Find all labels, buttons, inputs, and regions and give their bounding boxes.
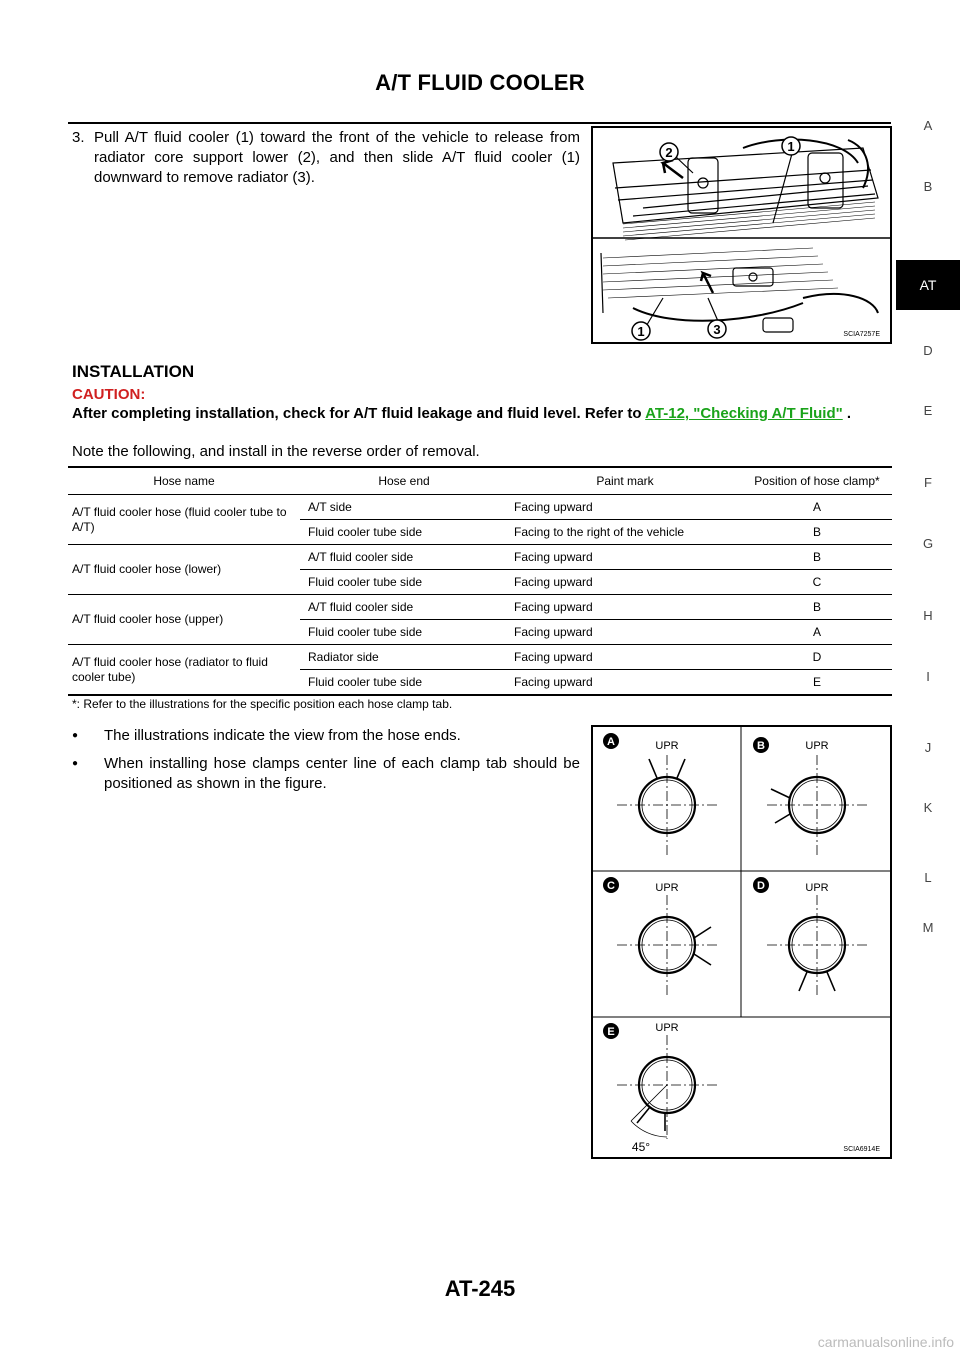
paint-mark-cell: Facing upward	[508, 545, 742, 570]
page-number: AT-245	[444, 1276, 516, 1301]
hose-end-cell: A/T fluid cooler side	[300, 545, 508, 570]
hose-clamp-position-figure	[591, 725, 892, 1159]
caution-label: CAUTION:	[72, 386, 146, 403]
clamp-position-cell: E	[742, 670, 892, 696]
hose-end-cell: A/T fluid cooler side	[300, 595, 508, 620]
section-index-letter[interactable]: E	[923, 403, 933, 418]
paint-mark-cell: Facing upward	[508, 620, 742, 645]
clamp-position-cell: B	[742, 595, 892, 620]
section-index-letter[interactable]: J	[924, 740, 932, 755]
hose-clamp-table	[68, 466, 892, 696]
table-header-row	[68, 467, 892, 495]
section-index-active-tab[interactable]: AT	[896, 260, 960, 310]
column-header: Hose end	[300, 467, 508, 495]
section-index-sidebar	[896, 85, 960, 945]
section-index-letter[interactable]: D	[923, 343, 933, 358]
table-row	[68, 595, 892, 620]
paint-mark-cell: Facing upward	[508, 670, 742, 696]
step-text: Pull A/T fluid cooler (1) toward the front of the vehicle to release from radiator core support lower (2), and then slide A/T fluid cooler (1) downward to remove radiator (3).	[94, 129, 580, 186]
hose-end-cell: Fluid cooler tube side	[300, 670, 508, 696]
hose-name-cell: A/T fluid cooler hose (fluid cooler tube to A/T)	[68, 495, 300, 545]
section-index-letter[interactable]: F	[924, 475, 932, 490]
list-item	[72, 754, 580, 794]
installation-note: Note the following, and install in the reverse order of removal.	[72, 443, 480, 460]
clamp-position-cell: B	[742, 520, 892, 545]
section-index-letter[interactable]: M	[922, 920, 934, 935]
callout-label: 2	[665, 145, 673, 160]
section-index-letter[interactable]: H	[923, 608, 933, 623]
hose-end-cell: Fluid cooler tube side	[300, 520, 508, 545]
table-row	[68, 645, 892, 670]
page-title: A/T FLUID COOLER	[375, 70, 585, 95]
hose-clamp-illustration	[593, 727, 890, 1157]
hose-name-cell: A/T fluid cooler hose (lower)	[68, 545, 300, 595]
section-index-letter[interactable]: I	[926, 669, 930, 684]
caution-text	[72, 405, 890, 423]
paint-mark-cell: Facing to the right of the vehicle	[508, 520, 742, 545]
table-footnote: *: Refer to the illustrations for the specific position each hose clamp tab.	[72, 697, 453, 711]
radiator-removal-illustration	[593, 128, 890, 342]
hose-end-cell: Fluid cooler tube side	[300, 570, 508, 595]
table-row	[68, 545, 892, 570]
clamp-panel-letter: B	[757, 740, 765, 752]
table-row	[68, 495, 892, 520]
column-header: Hose name	[68, 467, 300, 495]
caution-text-post: .	[842, 405, 852, 422]
step-number: 3.	[72, 129, 85, 146]
upr-label: UPR	[655, 882, 679, 894]
section-index-letter[interactable]: G	[922, 536, 934, 551]
bullet-icon: ●	[72, 730, 79, 741]
radiator-removal-figure	[591, 126, 892, 344]
watermark: carmanualsonline.info	[817, 1334, 954, 1350]
title-rule	[68, 122, 891, 124]
clamp-position-cell: C	[742, 570, 892, 595]
clamp-position-cell: A	[742, 495, 892, 520]
upr-label: UPR	[655, 740, 679, 752]
angle-label: 45°	[631, 1140, 651, 1154]
hose-name-cell: A/T fluid cooler hose (radiator to fluid cooler tube)	[68, 645, 300, 696]
column-header: Paint mark	[508, 467, 742, 495]
list-item	[72, 726, 580, 746]
hose-name-cell: A/T fluid cooler hose (upper)	[68, 595, 300, 645]
section-index-letter[interactable]: K	[923, 800, 933, 815]
section-index-letter[interactable]: L	[924, 870, 932, 885]
section-index-letter[interactable]: A	[923, 118, 933, 133]
checking-at-fluid-link[interactable]: AT-12, "Checking A/T Fluid"	[645, 405, 843, 422]
figure-code: SCIA6914E	[843, 1146, 880, 1153]
section-heading-installation: INSTALLATION	[72, 362, 195, 381]
clamp-position-cell: B	[742, 545, 892, 570]
callout-label: 3	[713, 322, 721, 337]
list-item-text: When installing hose clamps center line of each clamp tab should be positioned as shown in the figure.	[104, 755, 580, 792]
hose-end-cell: A/T side	[300, 495, 508, 520]
hose-end-cell: Fluid cooler tube side	[300, 620, 508, 645]
hose-end-cell: Radiator side	[300, 645, 508, 670]
list-item-text: The illustrations indicate the view from the hose ends.	[104, 727, 461, 744]
upr-label: UPR	[805, 740, 829, 752]
section-index-letter[interactable]: B	[923, 179, 933, 194]
upr-label: UPR	[805, 882, 829, 894]
paint-mark-cell: Facing upward	[508, 570, 742, 595]
clamp-position-cell: D	[742, 645, 892, 670]
bullet-list	[72, 726, 580, 802]
paint-mark-cell: Facing upward	[508, 595, 742, 620]
clamp-panel-letter: E	[607, 1026, 615, 1038]
column-header: Position of hose clamp*	[742, 467, 892, 495]
upr-label: UPR	[655, 1022, 679, 1034]
bullet-icon: ●	[72, 758, 79, 769]
clamp-panel-letter: C	[607, 880, 615, 892]
clamp-position-cell: A	[742, 620, 892, 645]
clamp-panel-letter: D	[757, 880, 765, 892]
caution-text-pre: After completing installation, check for A/T fluid leakage and fluid level. Refer to	[72, 405, 646, 422]
callout-label: 1	[787, 139, 795, 154]
step-3	[72, 128, 580, 188]
figure-code: SCIA7257E	[843, 331, 880, 338]
paint-mark-cell: Facing upward	[508, 495, 742, 520]
clamp-panel-letter: A	[607, 736, 615, 748]
paint-mark-cell: Facing upward	[508, 645, 742, 670]
callout-label: 1	[637, 324, 645, 339]
